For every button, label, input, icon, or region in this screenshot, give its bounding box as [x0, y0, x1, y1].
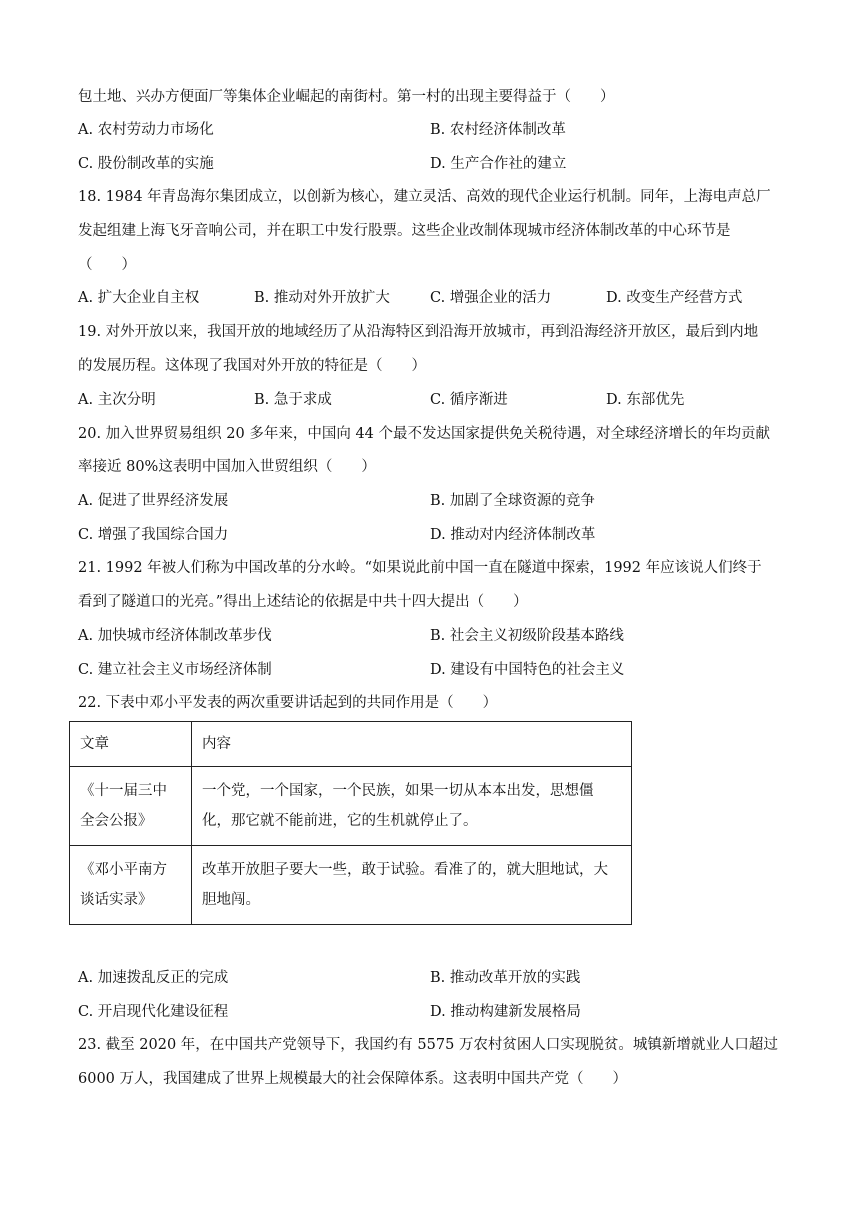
q18-option-a: A. 扩大企业自主权	[78, 290, 200, 306]
q20-option-a: A. 促进了世界经济发展	[78, 493, 229, 509]
q21-option-c: C. 建立社会主义市场经济体制	[78, 662, 272, 678]
q20-stem-line2: 率接近 80%这表明中国加入世贸组织（ ）	[78, 459, 376, 475]
q22-stem-line1: 22. 下表中邓小平发表的两次重要讲话起到的共同作用是（ ）	[78, 695, 498, 711]
q18-stem-line2: 发起组建上海飞牙音响公司，并在职工中发行股票。这些企业改制体现城市经济体制改革的中心环节是	[78, 223, 731, 239]
table-cell-article: 《十一届三中全会公报》	[70, 767, 192, 846]
q22-option-b: B. 推动改革开放的实践	[430, 970, 581, 986]
q22-option-c: C. 开启现代化建设征程	[78, 1004, 229, 1020]
q17-option-b: B. 农村经济体制改革	[430, 122, 566, 138]
table-row	[70, 846, 632, 925]
q18-option-c: C. 增强企业的活力	[430, 290, 552, 306]
q18-option-b: B. 推动对外开放扩大	[254, 290, 390, 306]
q19-stem-line1: 19. 对外开放以来，我国开放的地域经历了从沿海特区到沿海开放城市，再到沿海经济开放区，最后到内地	[78, 324, 759, 340]
q21-option-a: A. 加快城市经济体制改革步伐	[78, 628, 272, 644]
q18-stem-line3: （ ）	[78, 257, 136, 273]
q17-option-c: C. 股份制改革的实施	[78, 156, 214, 172]
table-cell-content: 一个党，一个国家，一个民族，如果一切从本本出发，思想僵化，那它就不能前进，它的生机就停止了。	[192, 767, 632, 846]
q19-stem-line2: 的发展历程。这体现了我国对外开放的特征是（ ）	[78, 358, 426, 374]
table-cell-article: 《邓小平南方谈话实录》	[70, 846, 192, 925]
table-cell-content: 改革开放胆子要大一些，敢于试验。看准了的，就大胆地试，大胆地闯。	[192, 846, 632, 925]
q21-stem-line1: 21. 1992 年被人们称为中国改革的分水岭。“如果说此前中国一直在隧道中探索，1992 年应该说人们终于	[78, 560, 762, 576]
speech-table	[69, 721, 632, 925]
q17-option-d: D. 生产合作社的建立	[430, 156, 567, 172]
q21-stem-line2: 看到了隧道口的光亮。”得出上述结论的依据是中共十四大提出（ ）	[78, 594, 528, 610]
q23-stem-line2: 6000 万人，我国建成了世界上规模最大的社会保障体系。这表明中国共产党（ ）	[78, 1071, 628, 1087]
q17-stem-end: 包土地、兴办方便面厂等集体企业崛起的南街村。第一村的出现主要得益于（ ）	[78, 89, 615, 105]
q21-option-b: B. 社会主义初级阶段基本路线	[430, 628, 624, 644]
q20-option-c: C. 增强了我国综合国力	[78, 527, 229, 543]
q19-option-a: A. 主次分明	[78, 392, 156, 408]
q21-option-d: D. 建设有中国特色的社会主义	[430, 662, 625, 678]
q18-option-d: D. 改变生产经营方式	[606, 290, 743, 306]
q20-option-b: B. 加剧了全球资源的竞争	[430, 493, 595, 509]
q19-option-d: D. 东部优先	[606, 392, 685, 408]
q22-option-d: D. 推动构建新发展格局	[430, 1004, 581, 1020]
q17-option-a: A. 农村劳动力市场化	[78, 122, 214, 138]
q19-option-c: C. 循序渐进	[430, 392, 508, 408]
q18-stem-line1: 18. 1984 年青岛海尔集团成立，以创新为核心，建立灵活、高效的现代企业运行机制。同年，上海电声总厂	[78, 189, 771, 205]
q19-option-b: B. 急于求成	[254, 392, 332, 408]
q20-option-d: D. 推动对内经济体制改革	[430, 527, 596, 543]
q23-stem-line1: 23. 截至 2020 年，在中国共产党领导下，我国约有 5575 万农村贫困人口实现脱贫。城镇新增就业人口超过	[78, 1037, 778, 1053]
table-header-content: 内容	[192, 722, 632, 767]
table-header-row	[70, 722, 632, 767]
q22-option-a: A. 加速拨乱反正的完成	[78, 970, 229, 986]
table-row	[70, 767, 632, 846]
table-header-article: 文章	[70, 722, 192, 767]
q20-stem-line1: 20. 加入世界贸易组织 20 多年来，中国向 44 个最不发达国家提供免关税待遇，对全球经济增长的年均贡献	[78, 426, 771, 442]
